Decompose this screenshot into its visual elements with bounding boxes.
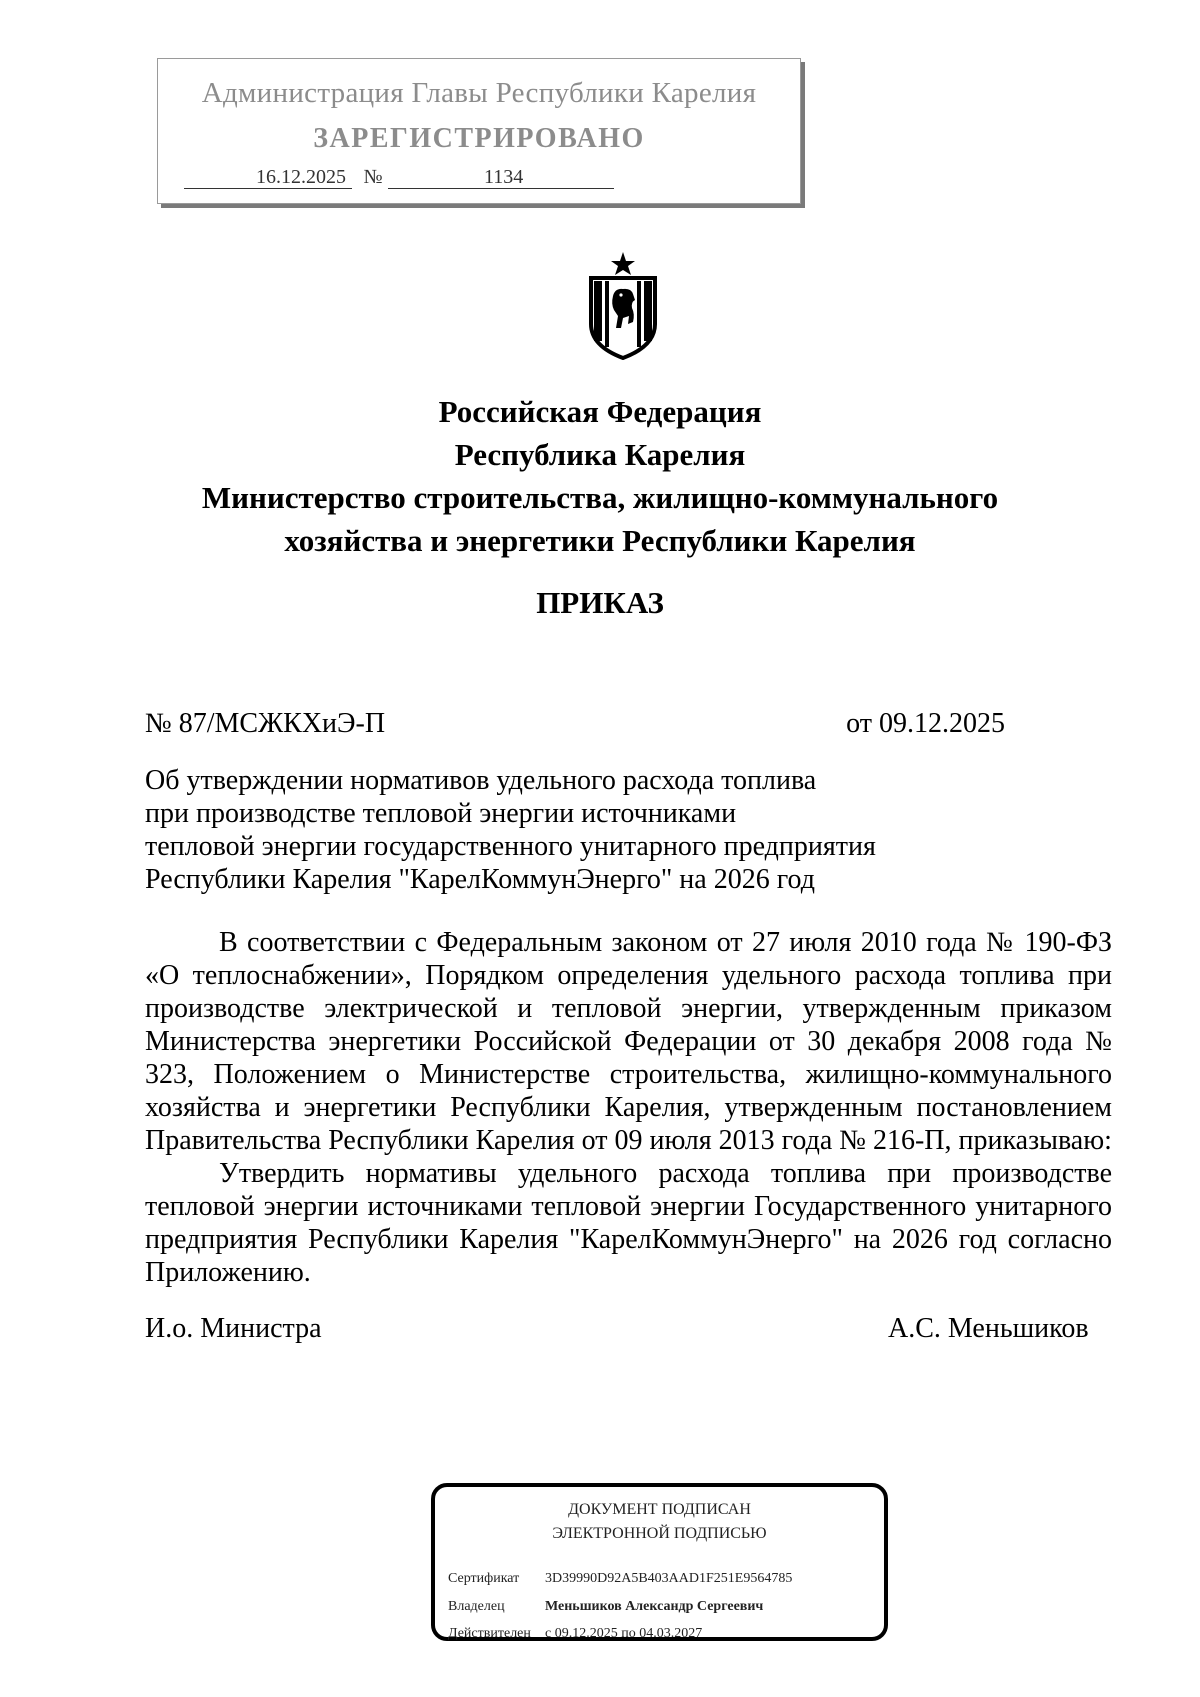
esig-title-line2: ЭЛЕКТРОННОЙ ПОДПИСЬЮ: [552, 1525, 767, 1542]
subject-line: Об утверждении нормативов удельного расхода топлива: [145, 765, 817, 796]
order-subject: [145, 764, 945, 896]
registration-date: 16.12.2025: [184, 165, 352, 189]
esig-validity-row: [448, 1625, 702, 1643]
header-republic: Республика Карелия: [454, 437, 746, 472]
esig-validity-label: Действителен: [448, 1626, 531, 1641]
subject-line: при производстве тепловой энергии источниками: [145, 798, 737, 829]
esig-certificate-value: 3D39990D92A5B403AAD1F251E9564785: [545, 1571, 793, 1586]
esig-owner-row: [448, 1598, 763, 1616]
document-type-title: ПРИКАЗ: [536, 585, 664, 620]
registration-status: ЗАРЕГИСТРИРОВАНО: [313, 123, 645, 154]
body-paragraph-legal-basis: В соответствии с Федеральным законом от 27 июля 2010 года № 190-ФЗ «О теплоснабжении», Порядком определения удельного расхода топлива при производстве электрической и тепловой энергии, утвержденным приказом Министерства энергетики Российской Федерации от 30 декабря 2008 года № 323, Положением о Министерстве строительства, жилищно-коммунального хозяйства и энергетики Республики Карелия, утвержденным постановлением Правительства Республики Карелия от 09 июля 2013 года № 216-П, приказываю:: [145, 927, 1112, 1156]
karelia-coat-of-arms-icon: [585, 250, 661, 360]
registration-number: 1134: [388, 165, 614, 189]
esig-owner-value: Меньшиков Александр Сергеевич: [545, 1599, 764, 1614]
body-paragraph-decision: Утвердить нормативы удельного расхода топлива при производстве тепловой энергии источниками тепловой энергии Государственного унитарного предприятия Республики Карелия "КарелКоммунЭнерго" на 2026 год согласно Приложению.: [145, 1158, 1112, 1288]
esig-certificate-row: [448, 1570, 792, 1588]
registration-number-sign: №: [363, 166, 383, 188]
esig-validity-value: с 09.12.2025 по 04.03.2027: [545, 1626, 703, 1641]
order-body: [145, 926, 1112, 1289]
header-country: Российская Федерация: [438, 394, 762, 429]
esig-title-line1: ДОКУМЕНТ ПОДПИСАН: [568, 1501, 751, 1518]
esig-certificate-label: Сертификат: [448, 1571, 520, 1586]
registration-organization: Администрация Главы Республики Карелия: [201, 77, 757, 109]
signatory-name: А.С. Меньшиков: [888, 1313, 1089, 1344]
header-ministry-line1: Министерство строительства, жилищно-коммунального: [201, 480, 999, 515]
subject-line: тепловой энергии государственного унитарного предприятия: [145, 831, 876, 862]
registration-stamp: [157, 58, 801, 204]
esig-owner-label: Владелец: [448, 1599, 505, 1614]
order-number: № 87/МСЖКХиЭ-П: [145, 708, 386, 739]
electronic-signature-stamp: [431, 1483, 888, 1641]
order-date: от 09.12.2025: [846, 708, 1005, 739]
subject-line: Республики Карелия "КарелКоммунЭнерго" на 2026 год: [145, 864, 815, 895]
signatory-role: И.о. Министра: [145, 1313, 322, 1344]
header-ministry-line2: хозяйства и энергетики Республики Карелия: [284, 523, 916, 558]
